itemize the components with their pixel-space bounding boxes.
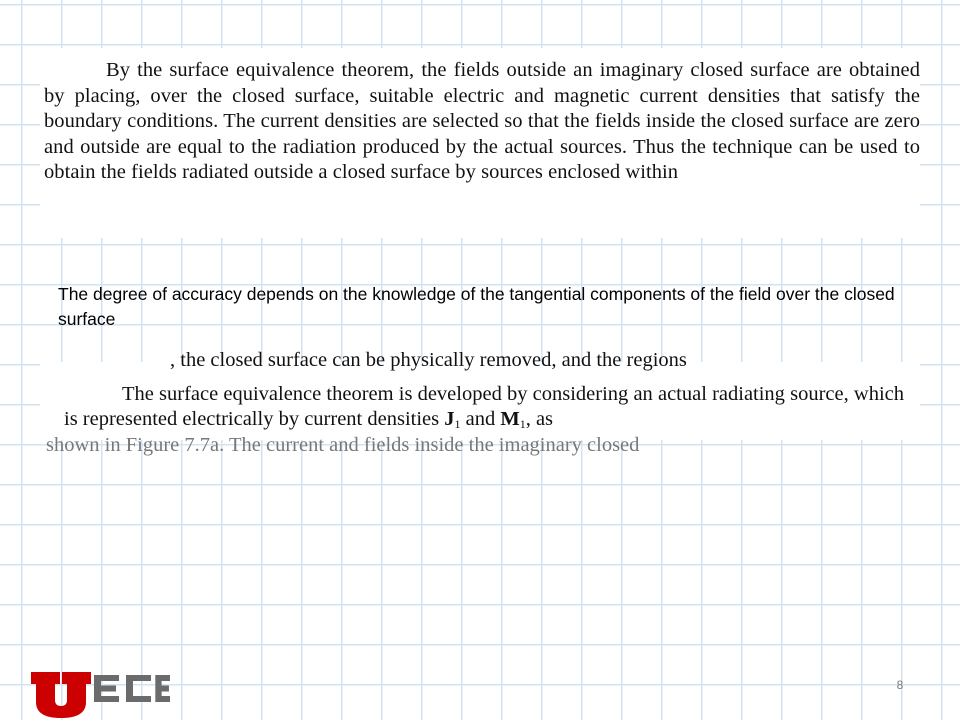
scanned-cut-line: , the closed surface can be physically removed, and the regions <box>170 349 687 371</box>
symbol-m-subscript: 1 <box>519 417 526 431</box>
accuracy-note: The degree of accuracy depends on the knowledge of the tangential components of the field over the closed surface <box>58 284 895 329</box>
paragraph-tail: , as <box>525 408 554 430</box>
symbol-j-subscript: 1 <box>454 417 461 431</box>
logo-u-mark <box>31 672 91 718</box>
paragraph-connector: and <box>460 408 501 430</box>
symbol-j: J <box>444 408 455 430</box>
scanned-excerpt-bottom <box>40 349 920 456</box>
scanned-paragraph-surface-equivalence: By the surface equivalence theorem, the fields outside an imaginary closed surface are obtained by placing, over the closed surface, suitable electric and magnetic current densities that satisfy the boundary conditions. The current densities are selected so that the fields inside the closed surface are zero and outside are equal to the radiation produced by the actual sources. Thus the technique can be used to obtain the fields radiated outside a closed surface by sources enclosed within <box>44 59 920 183</box>
logo-ece-wordmark <box>94 675 170 702</box>
logo-letter-c <box>126 675 151 702</box>
scanned-excerpt-top <box>40 48 920 238</box>
page-number: 8 <box>896 678 904 692</box>
paragraph-lead: The surface equivalence theorem is developed by considering an actual radiating source, which is represented electrically by current densities <box>64 383 904 430</box>
scanned-paragraph-development <box>64 382 904 437</box>
logo-letter-e1 <box>94 675 119 702</box>
symbol-m: M <box>500 408 520 430</box>
u-ece-logo <box>30 666 170 718</box>
logo-letter-e2 <box>155 675 170 702</box>
scanned-faded-line: shown in Figure 7.7a. The current and fields inside the imaginary closed <box>46 434 640 456</box>
